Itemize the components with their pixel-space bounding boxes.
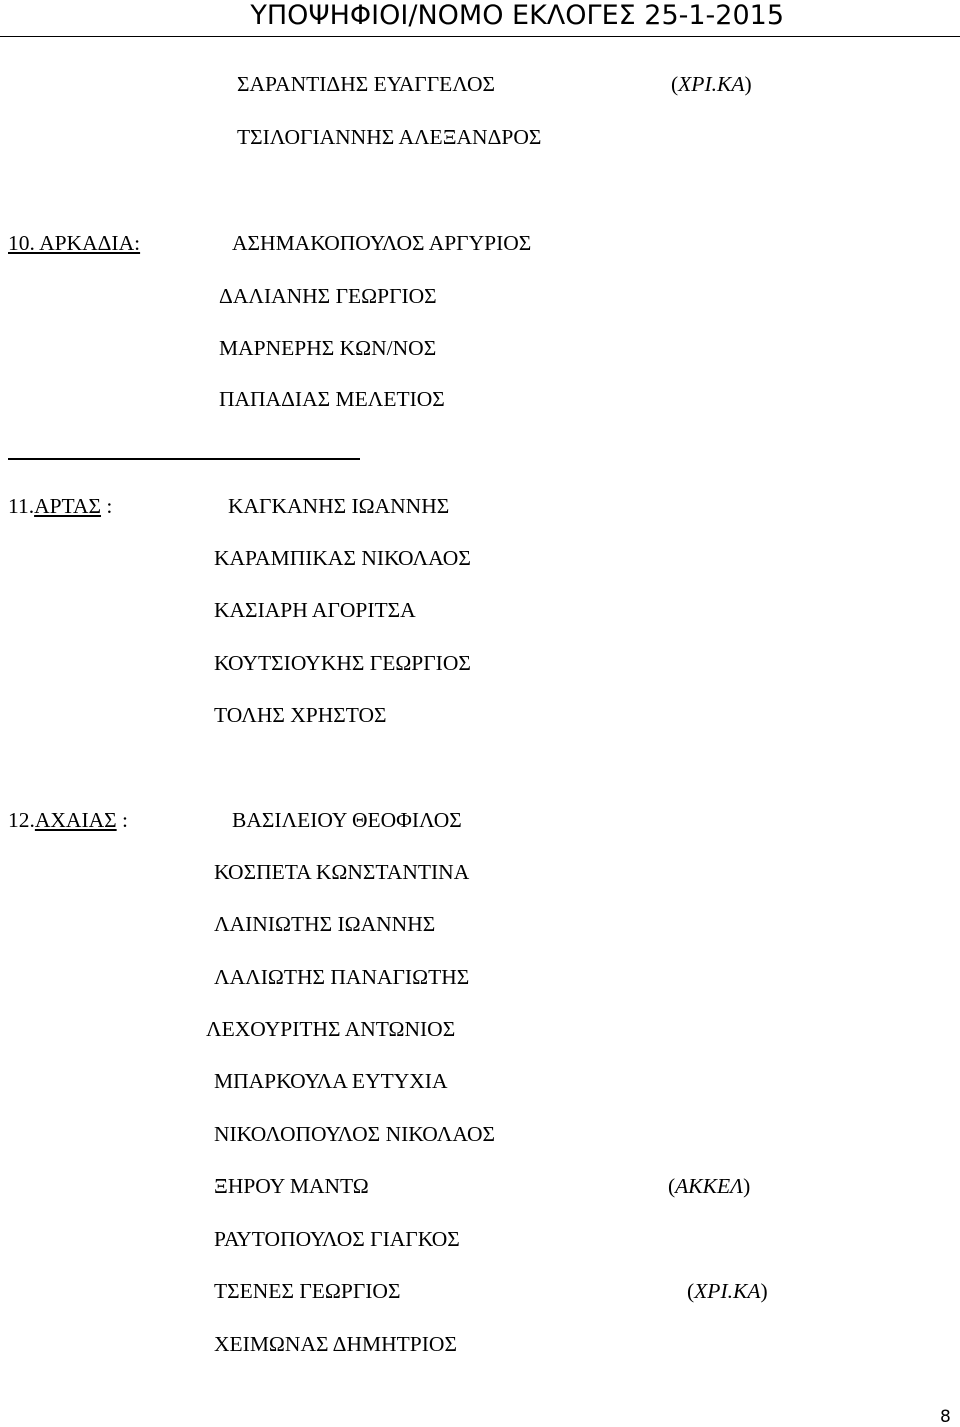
candidate-name: ΒΑΣΙΛΕΙΟΥ ΘΕΟΦΙΛΟΣ [232, 808, 462, 832]
section-heading-achaia: 12.ΑΧΑΙΑΣ : [8, 808, 129, 832]
section-heading-arta: 11.ΑΡΤΑΣ : [8, 494, 113, 518]
candidate-name: ΠΑΠΑΔΙΑΣ ΜΕΛΕΤΙΟΣ [219, 387, 445, 411]
candidate-name: ΤΣΙΛΟΓΙΑΝΝΗΣ ΑΛΕΞΑΝΔΡΟΣ [237, 125, 542, 149]
candidate-name: ΛΕΧΟΥΡΙΤΗΣ ΑΝΤΩΝΙΟΣ [206, 1017, 456, 1041]
candidate-name: ΤΟΛΗΣ ΧΡΗΣΤΟΣ [214, 703, 387, 727]
candidate-name: ΞΗΡΟΥ ΜΑΝΤΩ [214, 1174, 369, 1198]
candidate-name: ΚΑΣΙΑΡΗ ΑΓΟΡΙΤΣΑ [214, 598, 416, 622]
candidate-name: ΧΕΙΜΩΝΑΣ ΔΗΜΗΤΡΙΟΣ [214, 1332, 457, 1356]
page-number: 8 [940, 1407, 951, 1427]
party-label: (ΑΚΚΕΛ) [668, 1174, 751, 1198]
candidate-name: ΜΑΡΝΕΡΗΣ ΚΩΝ/ΝΟΣ [219, 336, 437, 360]
candidate-name: ΚΑΓΚΑΝΗΣ ΙΩΑΝΝΗΣ [228, 494, 450, 518]
candidate-name: ΚΟΣΠΕΤΑ ΚΩΝΣΤΑΝΤΙΝΑ [214, 860, 470, 884]
party-label: (ΧΡΙ.ΚΑ) [687, 1279, 768, 1303]
candidate-name: ΑΣΗΜΑΚΟΠΟΥΛΟΣ ΑΡΓΥΡΙΟΣ [232, 231, 532, 255]
party-label: (ΧΡΙ.ΚΑ) [671, 72, 752, 96]
candidate-name: ΚΟΥΤΣΙΟΥΚΗΣ ΓΕΩΡΓΙΟΣ [214, 651, 471, 675]
section-divider [8, 458, 360, 460]
candidate-name: ΚΑΡΑΜΠΙΚΑΣ ΝΙΚΟΛΑΟΣ [214, 546, 471, 570]
candidate-name: ΛΑΙΝΙΩΤΗΣ ΙΩΑΝΝΗΣ [214, 912, 436, 936]
candidate-name: ΤΣΕΝΕΣ ΓΕΩΡΓΙΟΣ [214, 1279, 401, 1303]
candidate-name: ΛΑΛΙΩΤΗΣ ΠΑΝΑΓΙΩΤΗΣ [214, 965, 470, 989]
section-heading-arkadia: 10. ΑΡΚΑΔΙΑ: [8, 231, 141, 255]
page-header [0, 0, 960, 40]
candidate-name: ΝΙΚΟΛΟΠΟΥΛΟΣ ΝΙΚΟΛΑΟΣ [214, 1122, 496, 1146]
candidate-name: ΜΠΑΡΚΟΥΛΑ ΕΥΤΥΧΙΑ [214, 1069, 448, 1093]
candidate-name: ΡΑΥΤΟΠΟΥΛΟΣ ΓΙΑΓΚΟΣ [214, 1227, 460, 1251]
candidate-name: ΣΑΡΑΝΤΙΔΗΣ ΕΥΑΓΓΕΛΟΣ [237, 72, 496, 96]
candidate-name: ΔΑΛΙΑΝΗΣ ΓΕΩΡΓΙΟΣ [219, 284, 437, 308]
header-title: ΥΠΟΨΗΦΙΟΙ/ΝΟΜΟ ΕΚΛΟΓΕΣ 25-1-2015 [250, 0, 784, 31]
header-rule [0, 36, 960, 37]
